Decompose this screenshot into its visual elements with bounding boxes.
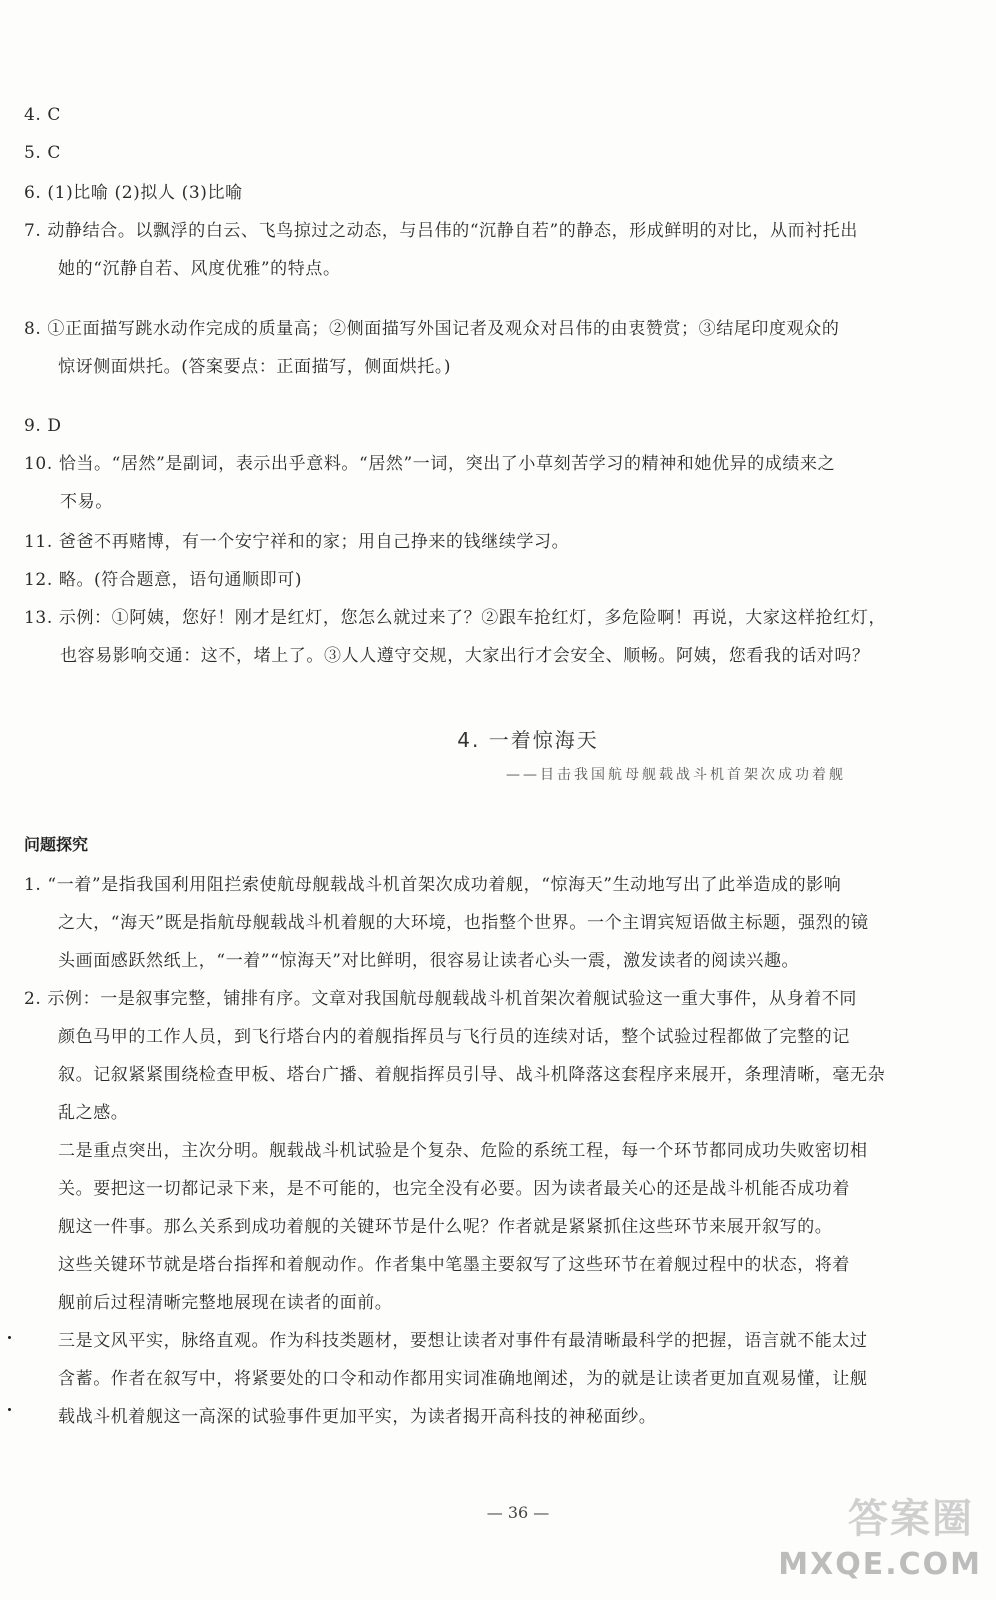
explore-text-continued: 头画面感跃然纸上，“一着”“惊海天”对比鲜明，很容易让读者心头一震，激发读者的阅读兴趣。 [58,951,800,971]
explore-text-continued: 颜色马甲的工作人员，到飞行塔台内的着舰指挥员与飞行员的连续对话，整个试验过程都做了完整的记 [58,1027,850,1047]
explore-text-continued: 之大，“海天”既是指航母舰载战斗机着舰的大环境，也指整个世界。一个主谓宾短语做主标题，强烈的镜 [58,913,869,933]
answer-number: 11. [24,532,53,552]
answer-number: 10. [24,454,53,474]
answer-text-continued: 也容易影响交通：这不，堵上了。③人人遵守交规，大家出行才会安全、顺畅。阿姨，您看我的话对吗？ [60,646,870,666]
explore-text-continued: 乱之感。 [58,1103,129,1123]
answer-text-continued: 不易。 [60,492,113,512]
explore-text-continued: 舰这一件事。那么关系到成功着舰的关键环节是什么呢？作者就是紧紧抓住这些环节来展开叙写的。 [58,1217,833,1237]
answer-text: 略。(符合题意，语句通顺即可) [58,570,303,590]
answer-item [24,212,974,288]
explore-text-continued: 关。要把这一切都记录下来，是不可能的，也完全没有必要。因为读者最关心的还是战斗机能否成功着 [58,1179,850,1199]
explore-text-continued: 二是重点突出，主次分明。舰载战斗机试验是个复杂、危险的系统工程，每一个环节都同成功失败密切相 [58,1141,868,1161]
explore-text: “一着”是指我国利用阻拦索使航母舰载战斗机首架次成功着舰，“惊海天”生动地写出了此举造成的影响 [47,875,842,895]
answer-number: 4. [24,105,42,125]
answer-text: 爸爸不再赌博，有一个安宁祥和的家；用自己挣来的钱继续学习。 [58,532,570,552]
answer-item [24,310,974,386]
answer-item [24,561,974,599]
answer-number: 6. [24,183,42,203]
answer-text-continued: 她的“沉静自若、风度优雅”的特点。 [58,259,341,279]
answer-item [24,523,974,561]
answer-item [24,407,974,445]
explore-number: 2. [24,989,42,1009]
answer-item [24,96,974,134]
answer-number: 5. [24,143,42,163]
answer-text: D [47,416,62,436]
explore-item [24,980,974,1436]
answer-text: 恰当。“居然”是副词，表示出乎意料。“居然”一词，突出了小草刻苦学习的精神和她优异的成绩来之 [58,454,836,474]
answer-number: 7. [24,221,42,241]
explore-number: 1. [24,875,42,895]
watermark-logo: 答案圈 [848,1496,974,1542]
page-number: — 36 — [486,1503,550,1522]
answer-text: C [47,143,62,163]
watermark-url: MXQE.COM [778,1547,982,1582]
answer-text: 动静结合。以飘浮的白云、飞鸟掠过之动态，与吕伟的“沉静自若”的静态，形成鲜明的对比，从而衬托出 [47,221,859,241]
answer-item [24,174,974,212]
answer-text: 示例：①阿姨，您好！刚才是红灯，您怎么就过来了？②跟车抢红灯，多危险啊！再说，大家这样抢红灯， [58,608,887,628]
answer-number: 8. [24,319,42,339]
scan-speck [8,1408,11,1411]
answer-number: 13. [24,608,53,628]
explore-text-continued: 叙。记叙紧紧围绕检查甲板、塔台广播、着舰指挥员引导、战斗机降落这套程序来展开，条理清晰，毫无杂 [58,1065,886,1085]
answer-text: (1)比喻 (2)拟人 (3)比喻 [47,183,243,203]
answer-item [24,445,974,521]
explore-text-continued: 三是文风平实，脉络直观。作为科技类题材，要想让读者对事件有最清晰最科学的把握，语言就不能太过 [58,1331,868,1351]
answer-text: C [47,105,62,125]
answer-text: ①正面描写跳水动作完成的质量高；②侧面描写外国记者及观众对吕伟的由衷赞赏；③结尾印度观众的 [47,319,840,339]
lesson-title: 4. 一着惊海天 [457,728,599,752]
section-heading: 问题探究 [24,835,89,854]
answer-item [24,134,974,172]
scan-speck [8,1336,11,1339]
explore-item [24,866,974,980]
answer-item [24,599,974,675]
answer-text-continued: 惊讶侧面烘托。(答案要点：正面描写，侧面烘托。) [58,357,452,377]
answer-number: 9. [24,416,42,436]
explore-text-continued: 含蓄。作者在叙写中，将紧要处的口令和动作都用实词准确地阐述，为的就是让读者更加直观易懂，让舰 [58,1369,868,1389]
explore-text-continued: 载战斗机着舰这一高深的试验事件更加平实，为读者揭开高科技的神秘面纱。 [58,1407,657,1427]
answer-number: 12. [24,570,53,590]
explore-text-continued: 舰前后过程清晰完整地展现在读者的面前。 [58,1293,393,1313]
lesson-subtitle: ——目击我国航母舰载战斗机首架次成功着舰 [506,767,846,783]
explore-text-continued: 这些关键环节就是塔台指挥和着舰动作。作者集中笔墨主要叙写了这些环节在着舰过程中的状态，将着 [58,1255,850,1275]
explore-text: 示例：一是叙事完整，铺排有序。文章对我国航母舰载战斗机首架次着舰试验这一重大事件，从身着不同 [47,989,858,1009]
